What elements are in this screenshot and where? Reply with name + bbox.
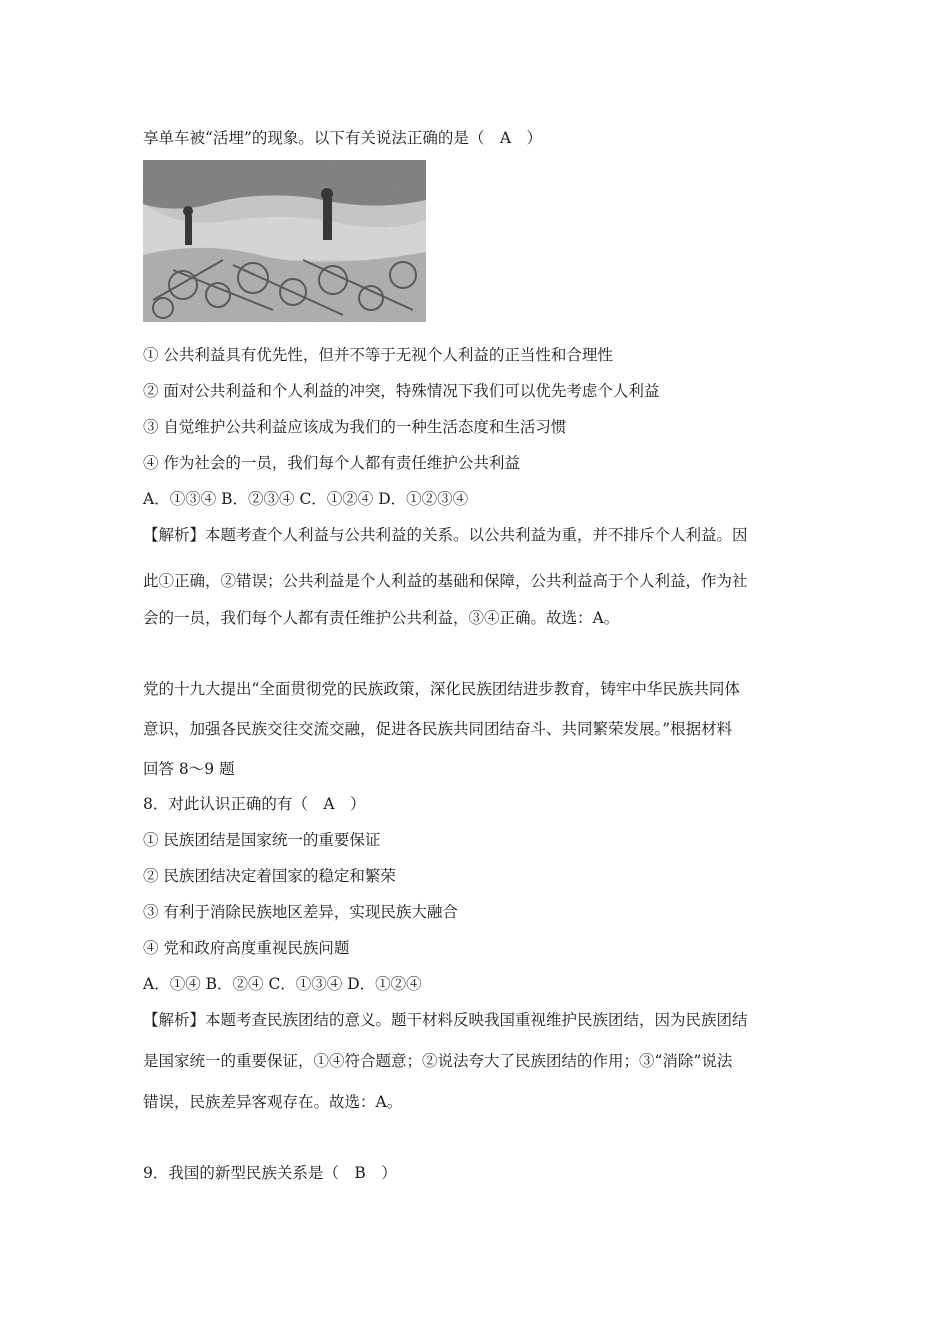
material-line-2: 意识，加强各民族交往交流交融，促进各民族共同团结奋斗、共同繁荣发展。”根据材料 [143, 720, 733, 738]
q9-stem: 9．我国的新型民族关系是（ B ） [143, 1164, 397, 1182]
q7-analysis-line-3: 会的一员，我们每个人都有责任维护公共利益，③④正确。故选：A。 [143, 609, 620, 627]
material-line-1: 党的十九大提出“全面贯彻党的民族政策，深化民族团结进步教育，铸牢中华民族共同体 [143, 680, 740, 698]
q7-choices: A．①③④ B．②③④ C．①②④ D．①②③④ [143, 490, 469, 508]
q8-option-4: ④ 党和政府高度重视民族问题 [143, 939, 350, 957]
q8-option-2: ② 民族团结决定着国家的稳定和繁荣 [143, 867, 396, 885]
q7-stem-tail: 享单车被“活埋”的现象。以下有关说法正确的是（ A ） [143, 129, 543, 147]
buried-bikes-photo [143, 160, 426, 322]
q7-option-4: ④ 作为社会的一员，我们每个人都有责任维护公共利益 [143, 454, 520, 472]
q8-choices: A．①④ B．②④ C．①③④ D．①②④ [143, 975, 422, 993]
q7-option-3: ③ 自觉维护公共利益应该成为我们的一种生活态度和生活习惯 [143, 418, 567, 436]
q8-option-3: ③ 有利于消除民族地区差异，实现民族大融合 [143, 903, 458, 921]
material-line-3: 回答 8～9 题 [143, 760, 235, 778]
q8-stem: 8．对此认识正确的有（ A ） [143, 795, 366, 813]
q8-analysis-line-2: 是国家统一的重要保证，①④符合题意；②说法夸大了民族团结的作用；③“消除”说法 [143, 1052, 733, 1070]
q8-analysis-line-1: 【解析】本题考查民族团结的意义。题干材料反映我国重视维护民族团结，因为民族团结 [143, 1011, 748, 1029]
q7-option-2: ② 面对公共利益和个人利益的冲突，特殊情况下我们可以优先考虑个人利益 [143, 382, 660, 400]
q8-option-1: ① 民族团结是国家统一的重要保证 [143, 831, 381, 849]
q7-analysis-line-1: 【解析】本题考查个人利益与公共利益的关系。以公共利益为重，并不排斥个人利益。因 [143, 526, 748, 544]
q8-analysis-line-3: 错误，民族差异客观存在。故选：A。 [143, 1093, 403, 1111]
q7-option-1: ① 公共利益具有优先性，但并不等于无视个人利益的正当性和合理性 [143, 346, 613, 364]
q7-analysis-line-2: 此①正确，②错误；公共利益是个人利益的基础和保障，公共利益高于个人利益，作为社 [143, 572, 748, 590]
